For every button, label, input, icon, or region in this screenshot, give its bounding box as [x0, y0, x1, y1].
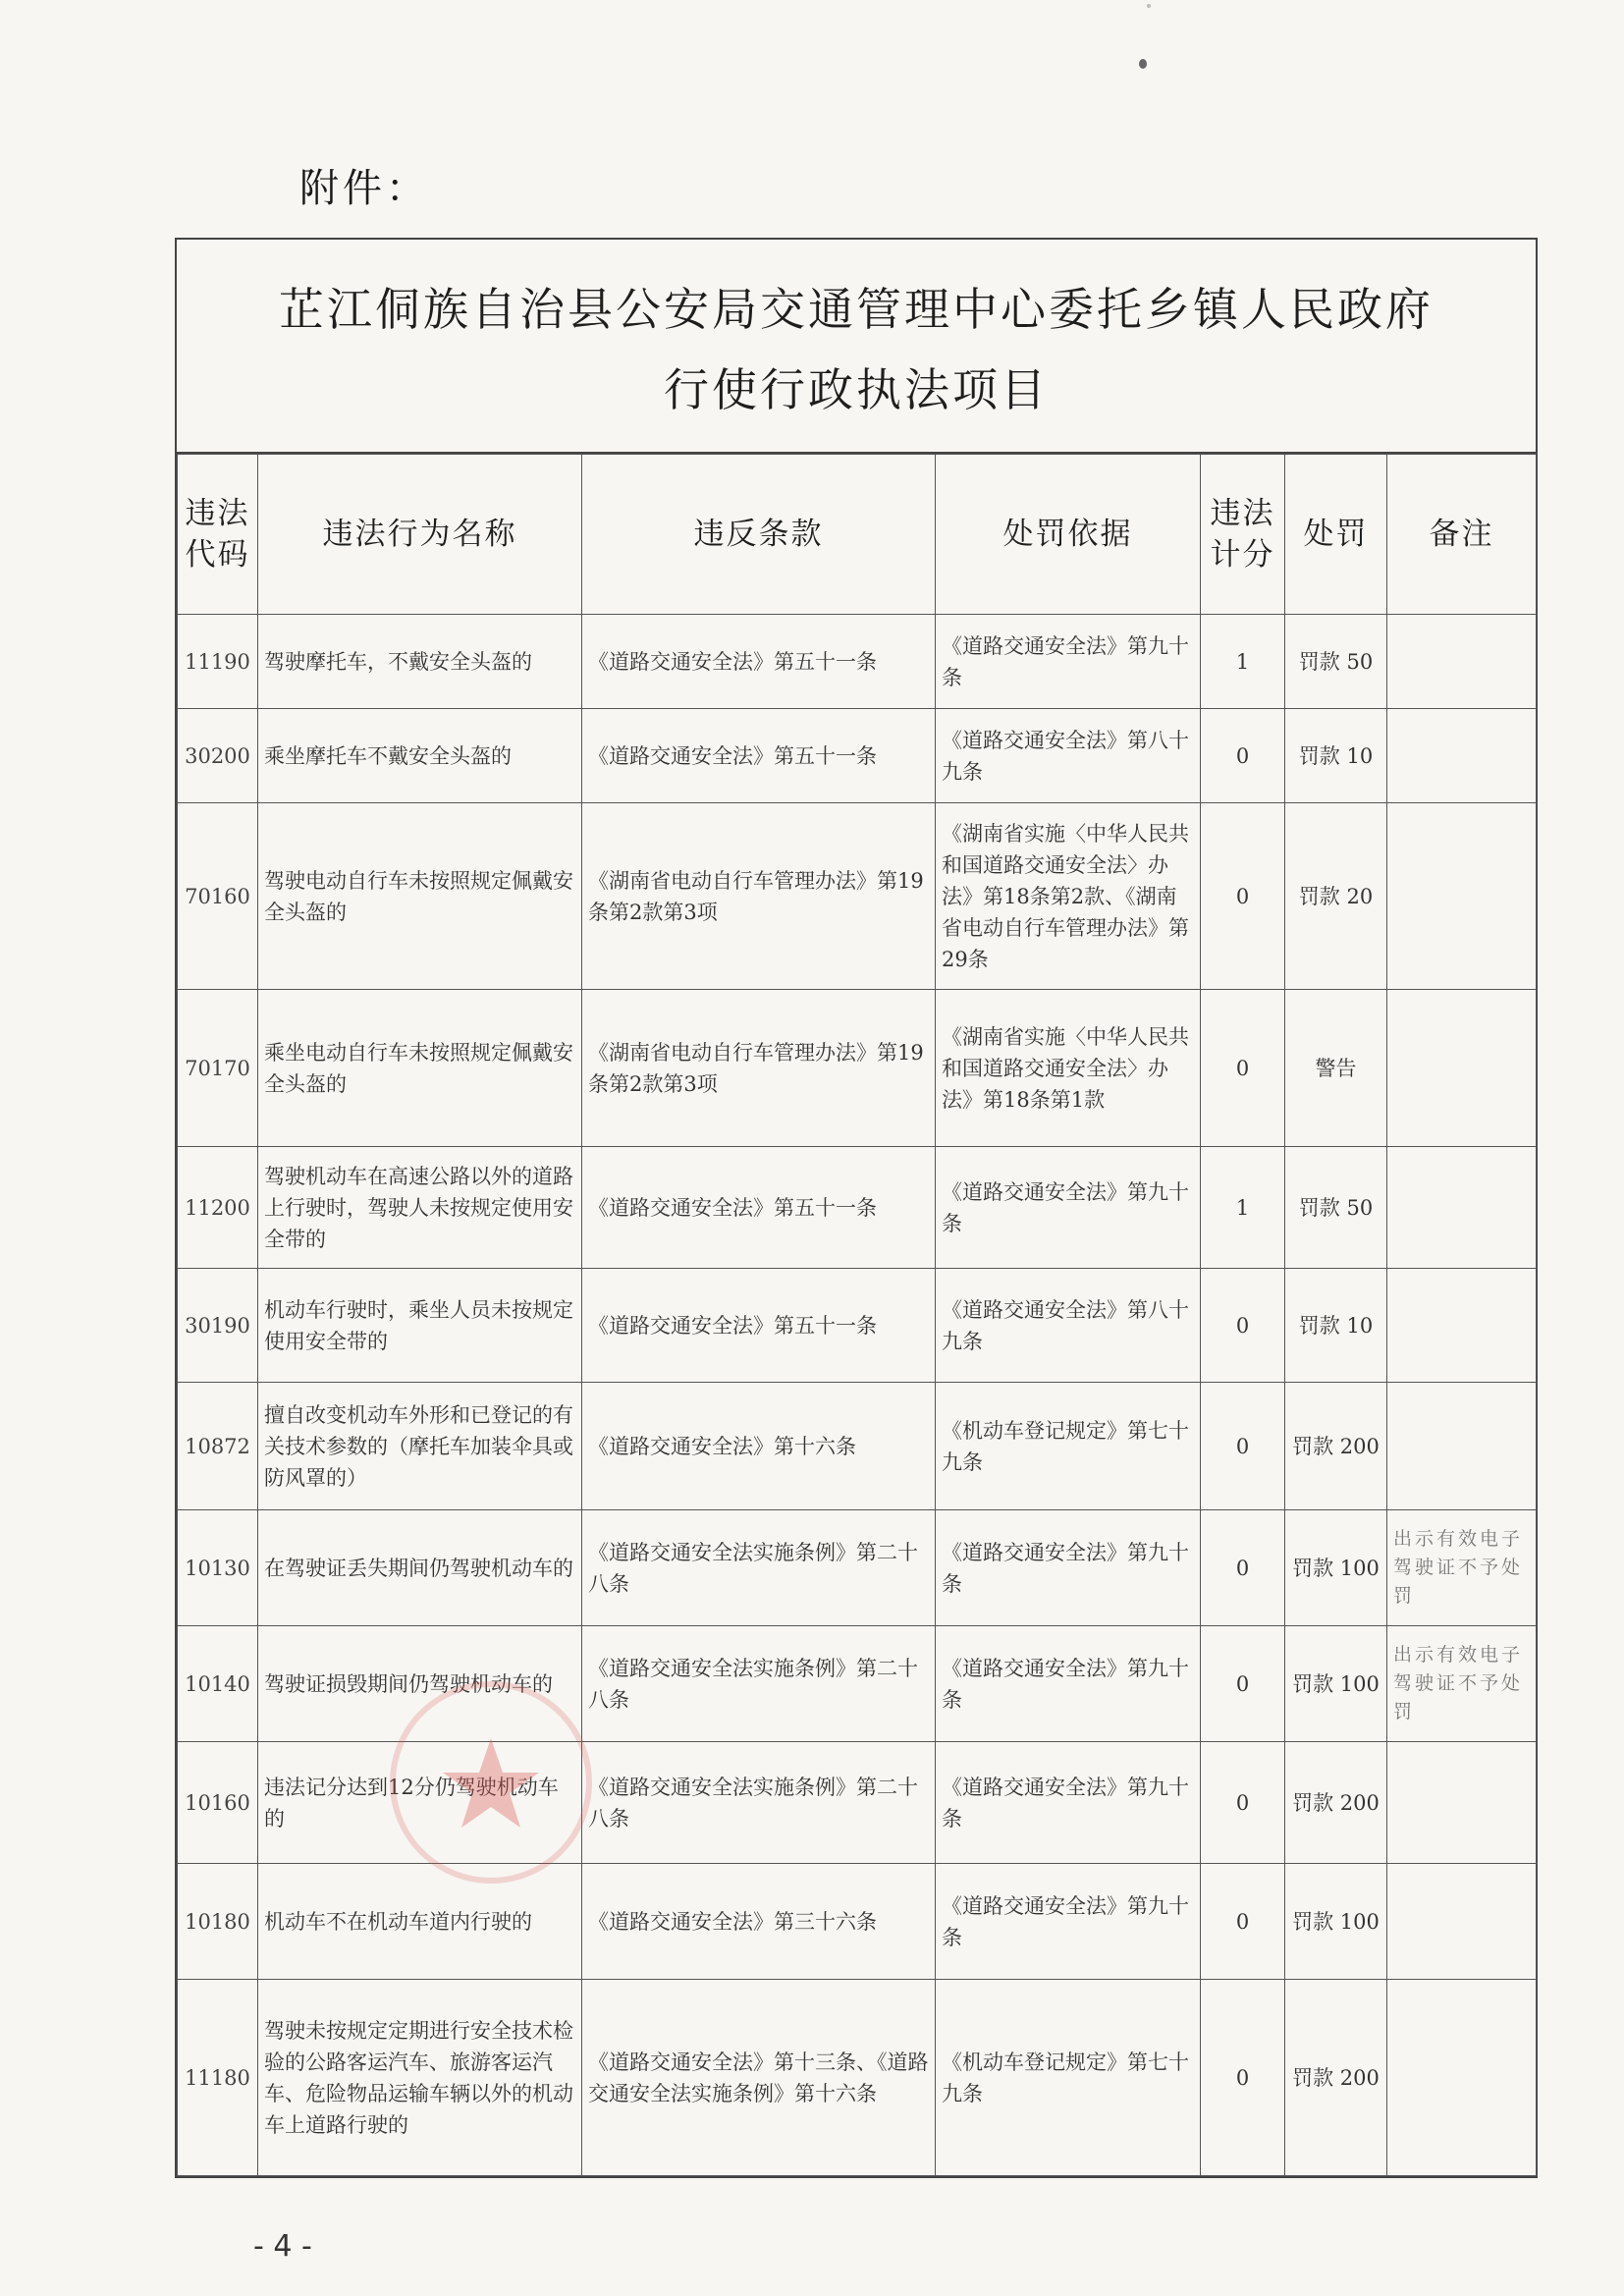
table-row [178, 803, 1537, 990]
cell-code: 11190 [178, 615, 258, 709]
cell-basis: 《道路交通安全法》第九十条 [936, 1626, 1201, 1742]
cell-remark [1387, 1980, 1537, 2176]
table-row [178, 709, 1537, 803]
cell-name: 机动车不在机动车道内行驶的 [258, 1864, 582, 1980]
table-row [178, 1383, 1537, 1510]
table-row [178, 990, 1537, 1147]
cell-remark [1387, 803, 1537, 990]
cell-points: 0 [1201, 1626, 1285, 1742]
cell-code: 10140 [178, 1626, 258, 1742]
cell-basis: 《道路交通安全法》第九十条 [936, 615, 1201, 709]
cell-clause: 《道路交通安全法实施条例》第二十八条 [582, 1742, 936, 1864]
cell-penalty: 罚款 50 [1285, 1147, 1387, 1269]
cell-points: 1 [1201, 615, 1285, 709]
cell-name: 乘坐电动自行车未按照规定佩戴安全头盔的 [258, 990, 582, 1147]
cell-clause: 《道路交通安全法》第五十一条 [582, 709, 936, 803]
scan-speck [1139, 59, 1147, 69]
cell-name: 违法记分达到12分仍驾驶机动车的 [258, 1742, 582, 1864]
cell-code: 11180 [178, 1980, 258, 2176]
cell-penalty: 警告 [1285, 990, 1387, 1147]
cell-points: 0 [1201, 803, 1285, 990]
cell-remark [1387, 1864, 1537, 1980]
cell-points: 0 [1201, 1980, 1285, 2176]
cell-remark [1387, 990, 1537, 1147]
cell-code: 70160 [178, 803, 258, 990]
table-row [178, 1626, 1537, 1742]
title-line-1: 芷江侗族自治县公安局交通管理中心委托乡镇人民政府 [279, 283, 1434, 336]
cell-code: 10180 [178, 1864, 258, 1980]
cell-name: 驾驶未按规定定期进行安全技术检验的公路客运汽车、旅游客运汽车、危险物品运输车辆以外的机动车上道路行驶的 [258, 1980, 582, 2176]
cell-points: 0 [1201, 1510, 1285, 1626]
cell-code: 10130 [178, 1510, 258, 1626]
cell-clause: 《道路交通安全法》第十六条 [582, 1383, 936, 1510]
cell-basis: 《道路交通安全法》第九十条 [936, 1510, 1201, 1626]
table-row [178, 1510, 1537, 1626]
cell-name: 擅自改变机动车外形和已登记的有关技术参数的（摩托车加装伞具或防风罩的） [258, 1383, 582, 1510]
title-line-2: 行使行政执法项目 [664, 363, 1049, 416]
enforcement-table-sheet [175, 238, 1538, 2178]
header-code: 违法 代码 [178, 455, 258, 615]
cell-basis: 《机动车登记规定》第七十九条 [936, 1980, 1201, 2176]
header-name: 违法行为名称 [258, 455, 582, 615]
cell-name: 机动车行驶时，乘坐人员未按规定使用安全带的 [258, 1269, 582, 1383]
cell-basis: 《道路交通安全法》第九十条 [936, 1147, 1201, 1269]
cell-basis: 《道路交通安全法》第八十九条 [936, 709, 1201, 803]
cell-clause: 《道路交通安全法》第三十六条 [582, 1864, 936, 1980]
cell-name: 在驾驶证丢失期间仍驾驶机动车的 [258, 1510, 582, 1626]
cell-remark [1387, 709, 1537, 803]
cell-points: 0 [1201, 1864, 1285, 1980]
header-points: 违法 计分 [1201, 455, 1285, 615]
cell-name: 驾驶摩托车，不戴安全头盔的 [258, 615, 582, 709]
cell-clause: 《湖南省电动自行车管理办法》第19条第2款第3项 [582, 803, 936, 990]
table-header-row [178, 455, 1537, 615]
header-basis: 处罚依据 [936, 455, 1201, 615]
cell-name: 驾驶电动自行车未按照规定佩戴安全头盔的 [258, 803, 582, 990]
cell-clause: 《湖南省电动自行车管理办法》第19条第2款第3项 [582, 990, 936, 1147]
cell-remark [1387, 1383, 1537, 1510]
violations-table [177, 454, 1537, 2176]
table-row [178, 1147, 1537, 1269]
cell-penalty: 罚款 100 [1285, 1864, 1387, 1980]
cell-clause: 《道路交通安全法实施条例》第二十八条 [582, 1626, 936, 1742]
cell-basis: 《湖南省实施〈中华人民共和国道路交通安全法〉办法》第18条第1款 [936, 990, 1201, 1147]
cell-clause: 《道路交通安全法》第五十一条 [582, 1147, 936, 1269]
cell-clause: 《道路交通安全法》第五十一条 [582, 1269, 936, 1383]
header-remark: 备注 [1387, 455, 1537, 615]
document-title [177, 240, 1536, 454]
cell-clause: 《道路交通安全法》第十三条、《道路交通安全法实施条例》第十六条 [582, 1980, 936, 2176]
scan-speck [1147, 4, 1151, 8]
cell-penalty: 罚款 200 [1285, 1742, 1387, 1864]
cell-clause: 《道路交通安全法》第五十一条 [582, 615, 936, 709]
cell-remark: 出示有效电子驾驶证不予处罚 [1387, 1510, 1537, 1626]
cell-points: 0 [1201, 990, 1285, 1147]
cell-name: 驾驶证损毁期间仍驾驶机动车的 [258, 1626, 582, 1742]
cell-points: 0 [1201, 1383, 1285, 1510]
cell-code: 30190 [178, 1269, 258, 1383]
page-number: - 4 - [253, 2229, 312, 2264]
table-row [178, 1864, 1537, 1980]
cell-basis: 《道路交通安全法》第八十九条 [936, 1269, 1201, 1383]
cell-penalty: 罚款 10 [1285, 709, 1387, 803]
cell-code: 10872 [178, 1383, 258, 1510]
cell-remark: 出示有效电子驾驶证不予处罚 [1387, 1626, 1537, 1742]
cell-penalty: 罚款 200 [1285, 1980, 1387, 2176]
attachment-label: 附件： [299, 166, 429, 211]
cell-penalty: 罚款 20 [1285, 803, 1387, 990]
cell-basis: 《道路交通安全法》第九十条 [936, 1864, 1201, 1980]
cell-clause: 《道路交通安全法实施条例》第二十八条 [582, 1510, 936, 1626]
cell-name: 乘坐摩托车不戴安全头盔的 [258, 709, 582, 803]
cell-penalty: 罚款 50 [1285, 615, 1387, 709]
cell-points: 1 [1201, 1147, 1285, 1269]
table-row [178, 1980, 1537, 2176]
cell-code: 10160 [178, 1742, 258, 1864]
cell-basis: 《机动车登记规定》第七十九条 [936, 1383, 1201, 1510]
cell-code: 11200 [178, 1147, 258, 1269]
cell-basis: 《道路交通安全法》第九十条 [936, 1742, 1201, 1864]
cell-points: 0 [1201, 1742, 1285, 1864]
cell-penalty: 罚款 200 [1285, 1383, 1387, 1510]
cell-points: 0 [1201, 709, 1285, 803]
cell-penalty: 罚款 100 [1285, 1510, 1387, 1626]
cell-penalty: 罚款 10 [1285, 1269, 1387, 1383]
table-row [178, 615, 1537, 709]
header-clause: 违反条款 [582, 455, 936, 615]
cell-remark [1387, 1269, 1537, 1383]
cell-name: 驾驶机动车在高速公路以外的道路上行驶时，驾驶人未按规定使用安全带的 [258, 1147, 582, 1269]
cell-remark [1387, 1147, 1537, 1269]
cell-basis: 《湖南省实施〈中华人民共和国道路交通安全法〉办法》第18条第2款、《湖南省电动自行车管理办法》第29条 [936, 803, 1201, 990]
cell-code: 70170 [178, 990, 258, 1147]
cell-points: 0 [1201, 1269, 1285, 1383]
cell-penalty: 罚款 100 [1285, 1626, 1387, 1742]
header-penalty: 处罚 [1285, 455, 1387, 615]
table-row [178, 1742, 1537, 1864]
cell-remark [1387, 1742, 1537, 1864]
cell-remark [1387, 615, 1537, 709]
cell-code: 30200 [178, 709, 258, 803]
table-row [178, 1269, 1537, 1383]
